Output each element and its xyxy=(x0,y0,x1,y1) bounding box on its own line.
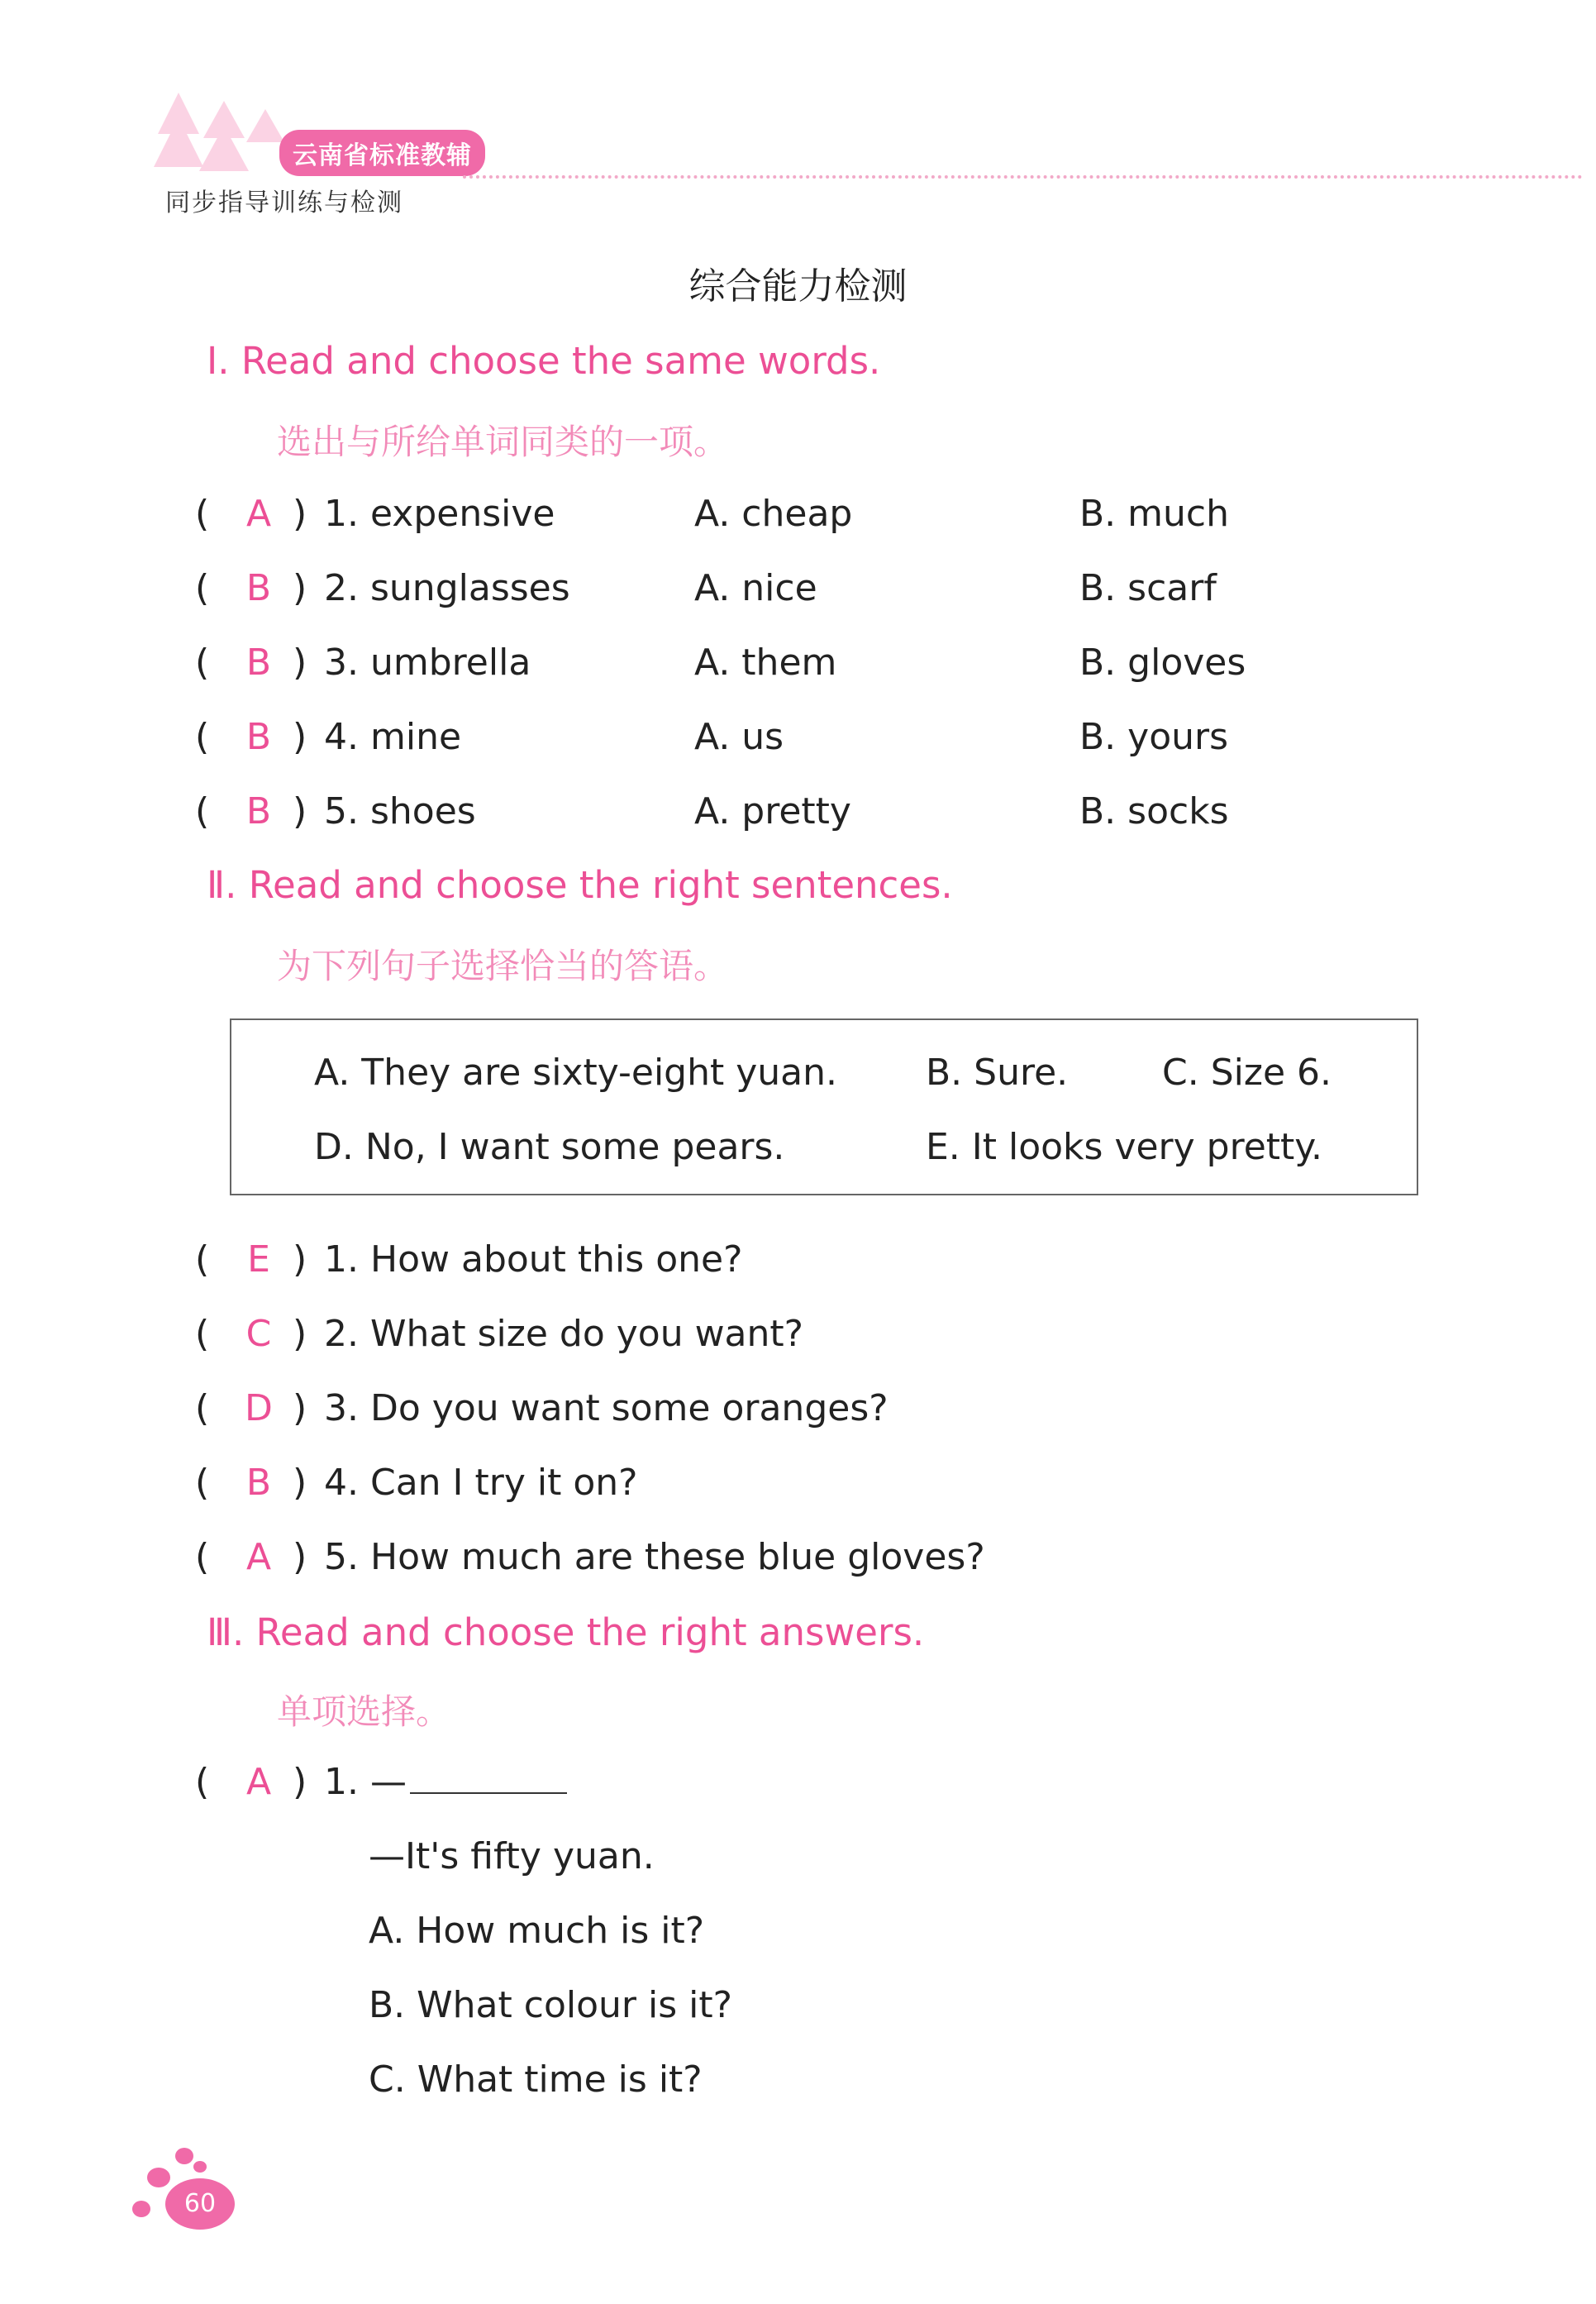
pine-trees-decoration-icon xyxy=(154,93,286,175)
question-number: 1. xyxy=(324,1761,359,1803)
given-word: mine xyxy=(370,716,462,758)
answer-bracket-close: ) xyxy=(293,642,307,684)
answer-bracket-close: ) xyxy=(293,716,307,758)
answer-bracket-open: ( xyxy=(195,642,210,684)
answer-letter: B xyxy=(245,642,272,684)
answer-bracket-close: ) xyxy=(293,1761,307,1803)
answer-letter: B xyxy=(245,567,272,609)
question-number: 3. xyxy=(324,1387,359,1429)
brand-badge: 云南省标准教辅 xyxy=(279,130,485,176)
answer-letter: E xyxy=(247,1238,270,1281)
option-c: C. What time is it? xyxy=(369,2058,703,2101)
option-a: A. How much is it? xyxy=(369,1910,705,1952)
answer-bracket-open: ( xyxy=(195,1238,210,1281)
prompt-dash: — xyxy=(370,1761,407,1803)
answer-bracket-open: ( xyxy=(195,1761,210,1803)
question-sentence: How about this one? xyxy=(370,1238,743,1281)
option-d: D. No, I want some pears. xyxy=(314,1126,785,1168)
option-a: A. us xyxy=(694,716,784,758)
paw-dot-icon xyxy=(132,2201,150,2217)
section-3-subtitle: 单项选择。 xyxy=(277,1691,451,1732)
answer-bracket-close: ) xyxy=(293,1238,307,1281)
answer-options-box xyxy=(230,1018,1418,1195)
question-number: 2. xyxy=(324,1313,359,1355)
answer-bracket-close: ) xyxy=(293,567,307,609)
answer-letter: D xyxy=(245,1387,273,1429)
answer-letter: A xyxy=(245,493,272,535)
answer-bracket-close: ) xyxy=(293,1313,307,1355)
question-number: 4. xyxy=(324,1462,359,1504)
answer-bracket-open: ( xyxy=(195,567,210,609)
question-number: 5. xyxy=(324,1536,359,1578)
section-3-question xyxy=(195,1761,774,1810)
option-b: B. scarf xyxy=(1079,567,1217,609)
question-number: 5. xyxy=(324,790,359,832)
answer-bracket-close: ) xyxy=(293,1462,307,1504)
paw-dot-icon xyxy=(175,2148,193,2164)
series-subtitle: 同步指导训练与检测 xyxy=(165,188,403,217)
option-c: C. Size 6. xyxy=(1162,1052,1332,1094)
option-b: B. much xyxy=(1079,493,1229,535)
question-sentence: Do you want some oranges? xyxy=(370,1387,889,1429)
option-a: A. them xyxy=(694,642,837,684)
answer-bracket-close: ) xyxy=(293,1536,307,1578)
answer-blank xyxy=(410,1784,567,1794)
option-a: A. cheap xyxy=(694,493,853,535)
question-number: 4. xyxy=(324,716,359,758)
answer-letter: B xyxy=(245,790,272,832)
answer-letter: A xyxy=(245,1536,272,1578)
option-b: B. Sure. xyxy=(926,1052,1069,1094)
option-b: B. socks xyxy=(1079,790,1229,832)
answer-bracket-open: ( xyxy=(195,493,210,535)
answer-bracket-open: ( xyxy=(195,1536,210,1578)
given-word: umbrella xyxy=(370,642,531,684)
section-2-subtitle: 为下列句子选择恰当的答语。 xyxy=(277,946,729,986)
question-sentence: How much are these blue gloves? xyxy=(370,1536,985,1578)
page-title: 综合能力检测 xyxy=(688,265,908,308)
answer-bracket-open: ( xyxy=(195,790,210,832)
answer-letter: A xyxy=(245,1761,272,1803)
option-b: B. gloves xyxy=(1079,642,1246,684)
page-number: 60 xyxy=(165,2178,235,2230)
section-3-title: Ⅲ. Read and choose the right answers. xyxy=(207,1610,925,1654)
answer-bracket-open: ( xyxy=(195,1387,210,1429)
answer-bracket-close: ) xyxy=(293,1387,307,1429)
option-b: B. yours xyxy=(1079,716,1229,758)
option-a: A. They are sixty-eight yuan. xyxy=(314,1052,837,1094)
section-2-title: Ⅱ. Read and choose the right sentences. xyxy=(207,863,953,907)
option-a: A. nice xyxy=(694,567,817,609)
question-number: 1. xyxy=(324,493,359,535)
answer-bracket-open: ( xyxy=(195,1313,210,1355)
paw-dot-icon xyxy=(193,2161,207,2173)
question-number: 2. xyxy=(324,567,359,609)
question-sentence: Can I try it on? xyxy=(370,1462,638,1504)
question-number: 1. xyxy=(324,1238,359,1281)
given-word: shoes xyxy=(370,790,476,832)
answer-bracket-open: ( xyxy=(195,716,210,758)
option-e: E. It looks very pretty. xyxy=(926,1126,1323,1168)
given-word: expensive xyxy=(370,493,555,535)
answer-letter: C xyxy=(245,1313,272,1355)
answer-bracket-close: ) xyxy=(293,493,307,535)
given-word: sunglasses xyxy=(370,567,570,609)
answer-bracket-close: ) xyxy=(293,790,307,832)
paw-dot-icon xyxy=(147,2168,170,2187)
option-b: B. What colour is it? xyxy=(369,1984,732,2026)
section-1-title: Ⅰ. Read and choose the same words. xyxy=(207,339,881,383)
header-divider xyxy=(463,175,1583,179)
answer-letter: B xyxy=(245,716,272,758)
answer-bracket-open: ( xyxy=(195,1462,210,1504)
question-prompt xyxy=(370,1761,567,1803)
answer-letter: B xyxy=(245,1462,272,1504)
question-sentence: What size do you want? xyxy=(370,1313,804,1355)
option-a: A. pretty xyxy=(694,790,851,832)
reply-line: —It's fifty yuan. xyxy=(369,1835,655,1877)
question-number: 3. xyxy=(324,642,359,684)
section-1-subtitle: 选出与所给单词同类的一项。 xyxy=(277,422,729,462)
